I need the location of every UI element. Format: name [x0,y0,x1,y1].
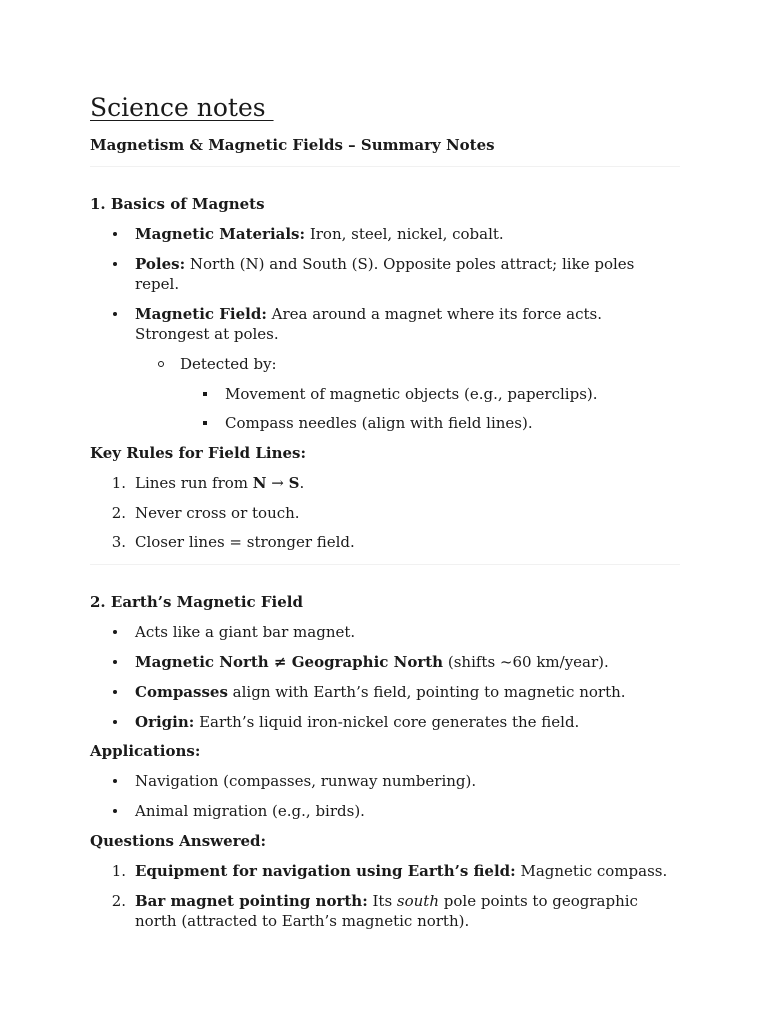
divider [90,564,680,565]
list-item: Magnetic North ≠ Geographic North (shifts ~60 km/year). [135,653,609,671]
bullet-icon [113,232,117,236]
list-item: Movement of magnetic objects (e.g., paperclips). [225,385,598,403]
page-title: Science notes [90,93,274,122]
bullet-icon [113,262,117,266]
list-item: Bar magnet pointing north: Its south pole points to geographic [135,892,638,910]
list-item: Acts like a giant bar magnet. [135,623,356,641]
list-number: 2. [111,892,126,910]
square-bullet-icon [203,392,207,396]
bullet-icon [113,809,117,813]
field-lines-heading: Key Rules for Field Lines: [90,444,307,462]
list-item: Magnetic Field: Area around a magnet where its force acts. [135,305,602,323]
list-item: Detected by: [180,355,277,373]
list-number: 1. [111,862,126,880]
list-item: Compass needles (align with field lines). [225,414,533,432]
square-bullet-icon [203,421,207,425]
circle-bullet-icon [158,361,164,367]
list-item-continuation: repel. [135,275,180,293]
document-subtitle: Magnetism & Magnetic Fields – Summary Notes [90,136,495,154]
bullet-icon [113,660,117,664]
list-item-continuation: north (attracted to Earth’s magnetic north). [135,912,470,930]
section-2-heading: 2. Earth’s Magnetic Field [90,593,303,611]
list-item: Magnetic Materials: Iron, steel, nickel, cobalt. [135,225,504,243]
list-number: 2. [111,504,126,522]
list-item: Poles: North (N) and South (S). Opposite poles attract; like poles [135,255,635,273]
list-item: Compasses align with Earth’s field, pointing to magnetic north. [135,683,626,701]
list-item: Closer lines = stronger field. [135,533,355,551]
list-item-continuation: Strongest at poles. [135,325,279,343]
list-item: Origin: Earth’s liquid iron-nickel core generates the field. [135,713,580,731]
list-item: Animal migration (e.g., birds). [135,802,365,820]
list-number: 1. [111,474,126,492]
divider [90,166,680,167]
bullet-icon [113,312,117,316]
list-item: Never cross or touch. [135,504,300,522]
list-item: Navigation (compasses, runway numbering). [135,772,477,790]
bullet-icon [113,779,117,783]
applications-heading: Applications: [90,742,201,760]
questions-heading: Questions Answered: [90,832,267,850]
bullet-icon [113,690,117,694]
bullet-icon [113,720,117,724]
section-1-heading: 1. Basics of Magnets [90,195,265,213]
list-item: Lines run from N → S. [135,474,305,492]
list-item: Equipment for navigation using Earth’s field: Magnetic compass. [135,862,668,880]
bullet-icon [113,630,117,634]
list-number: 3. [111,533,126,551]
